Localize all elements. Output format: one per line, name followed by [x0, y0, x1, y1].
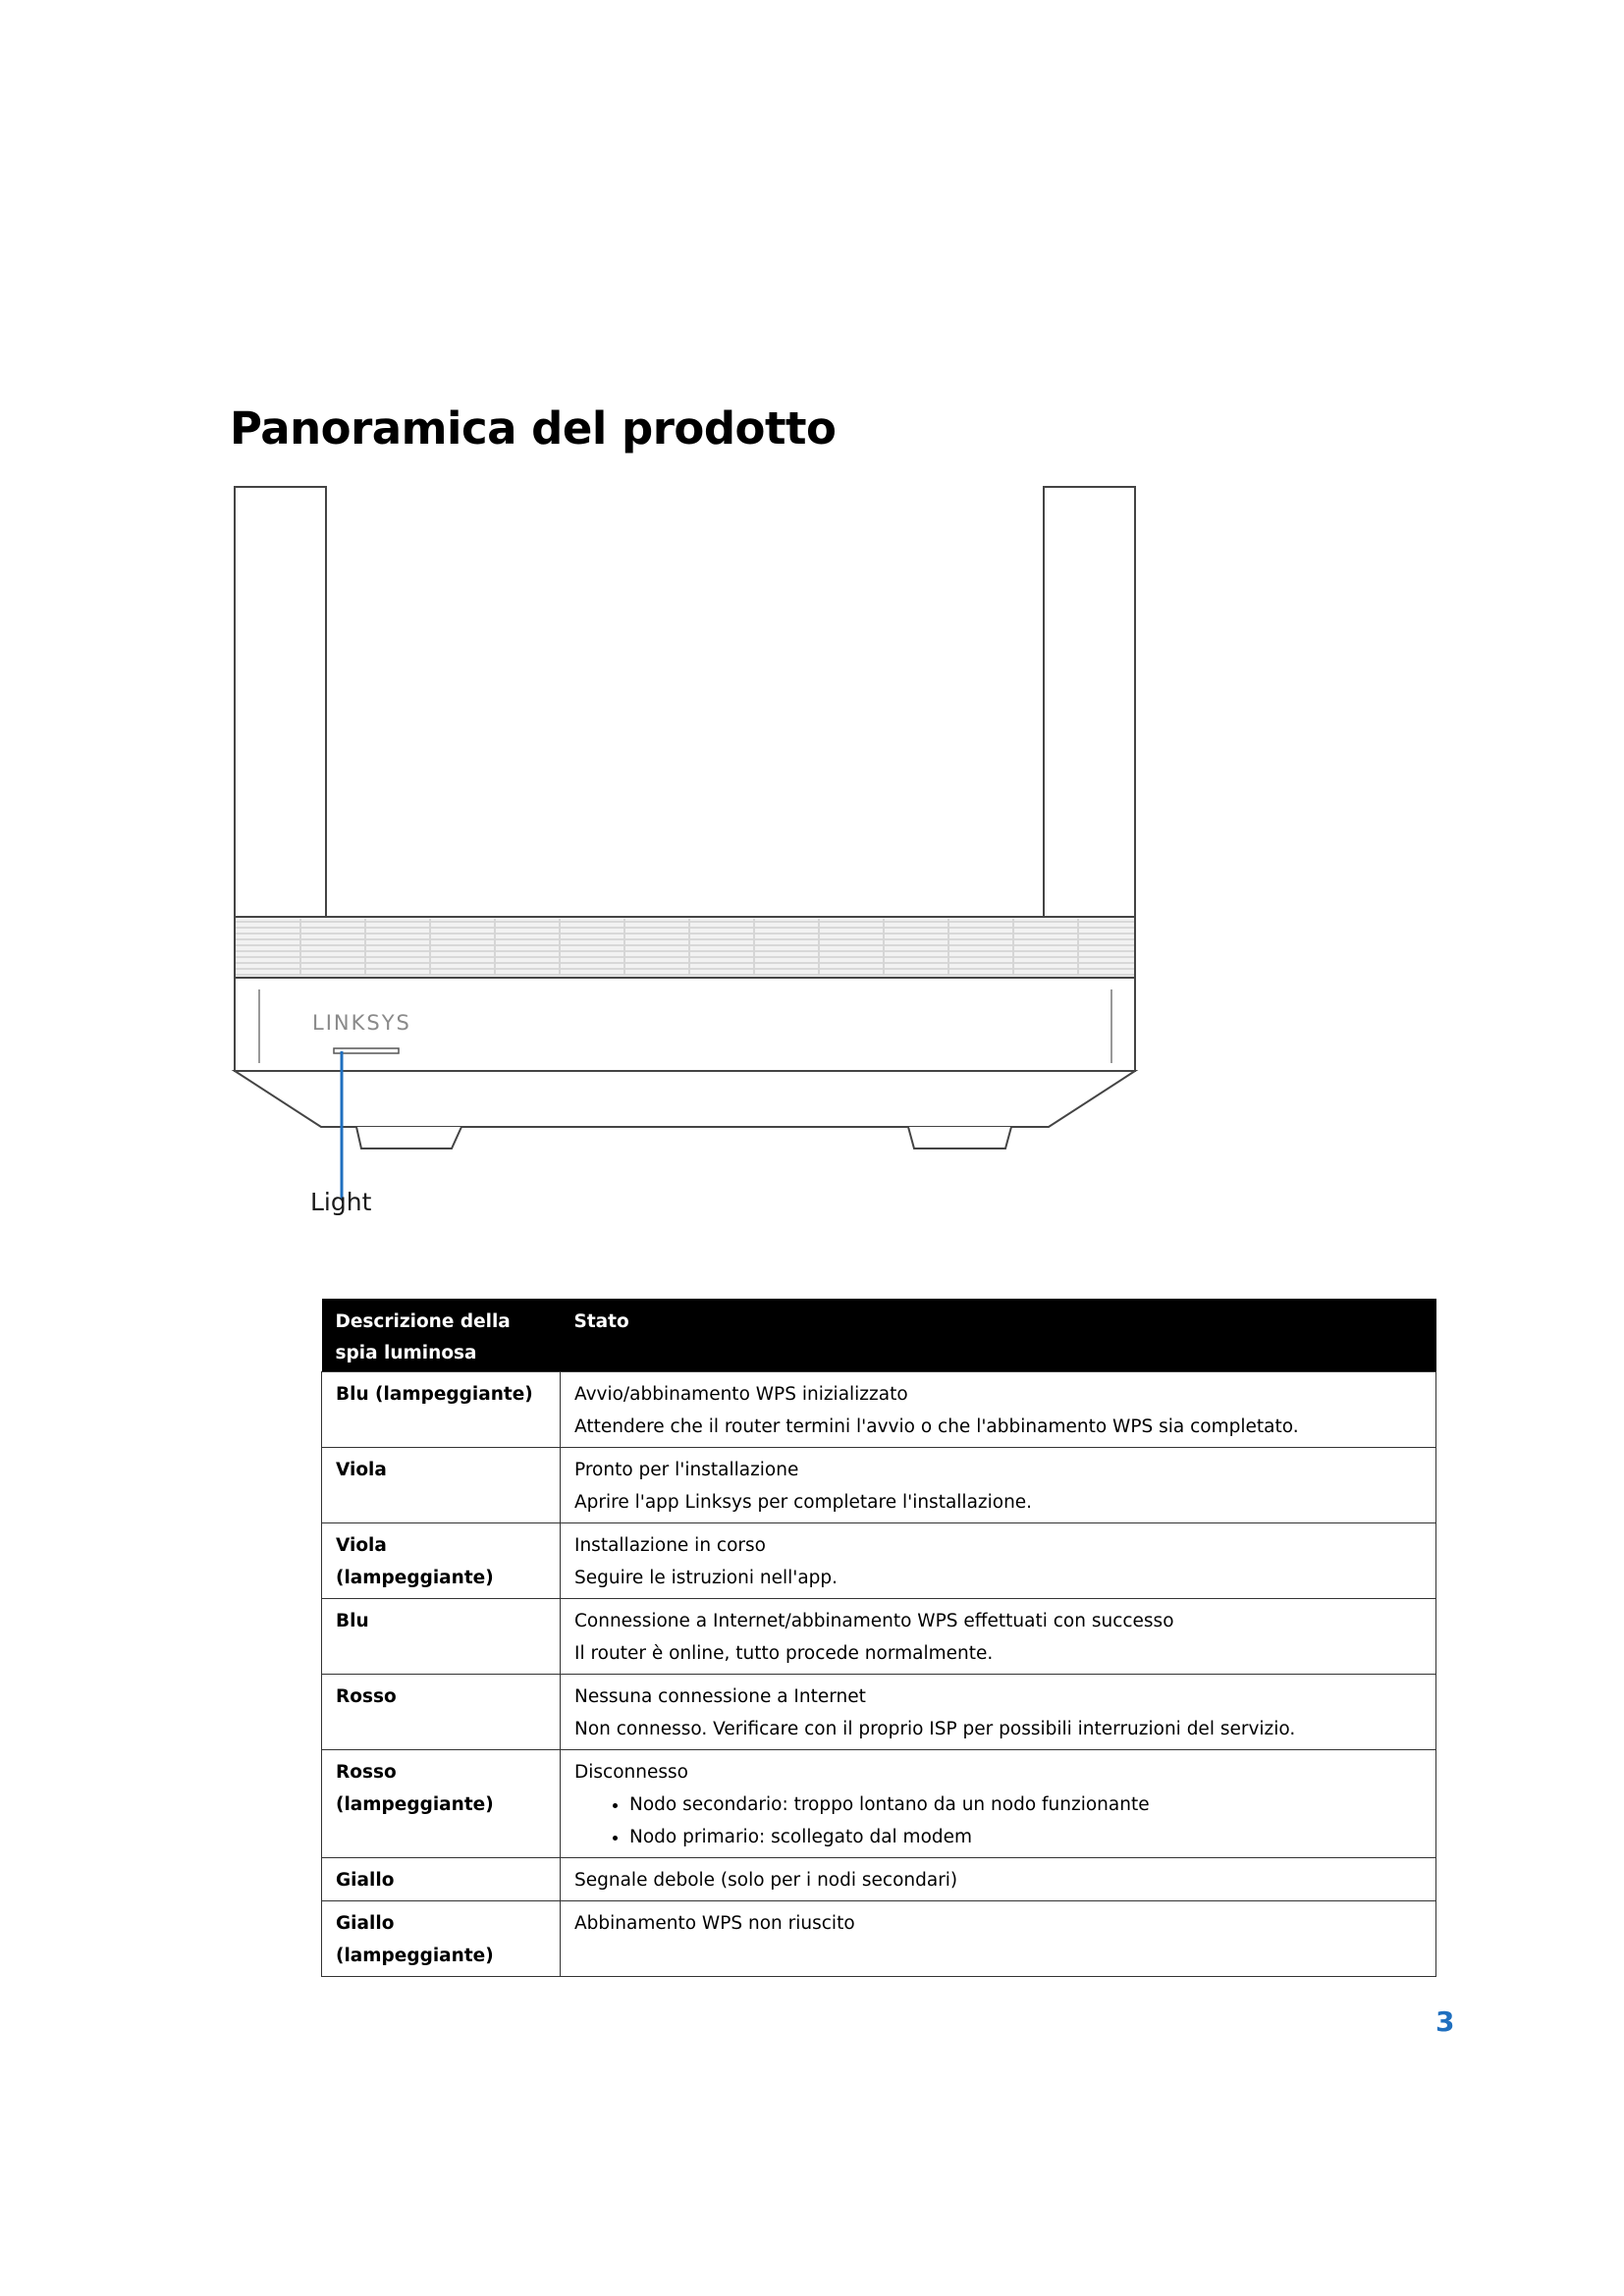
table-row: [322, 1750, 1436, 1858]
light-status: [561, 1750, 1436, 1858]
table-row: [322, 1599, 1436, 1675]
header-description: Descrizione della spia luminosa: [322, 1299, 561, 1372]
light-status-table: [321, 1299, 1436, 1977]
status-line: Abbinamento WPS non riuscito: [574, 1913, 855, 1934]
light-status: [561, 1448, 1436, 1523]
status-line: Non connesso. Verificare con il proprio ISP per possibili interruzioni del servizio.: [574, 1719, 1296, 1739]
table-row: [322, 1675, 1436, 1750]
light-status: [561, 1901, 1436, 1977]
light-description: Blu (lampeggiante): [322, 1372, 561, 1448]
light-callout-label: Light: [310, 1188, 372, 1216]
light-description: Viola (lampeggiante): [322, 1523, 561, 1599]
table-row: [322, 1901, 1436, 1977]
status-line: Nessuna connessione a Internet: [574, 1686, 866, 1707]
table-row: [322, 1858, 1436, 1901]
status-line: Il router è online, tutto procede normalmente.: [574, 1643, 994, 1664]
status-line: Disconnesso: [574, 1762, 688, 1783]
light-description: Giallo: [322, 1858, 561, 1901]
status-bullet: • Nodo primario: scollegato dal modem: [629, 1821, 1424, 1853]
status-line: Installazione in corso: [574, 1535, 766, 1556]
table-row: [322, 1448, 1436, 1523]
page-number: 3: [1435, 2005, 1455, 2038]
header-status: Stato: [561, 1299, 1436, 1372]
status-line: Seguire le istruzioni nell'app.: [574, 1568, 839, 1588]
status-bullet-list: [574, 1789, 1424, 1853]
status-line: Pronto per l'installazione: [574, 1460, 799, 1480]
table-row: [322, 1523, 1436, 1599]
left-antenna: [235, 487, 326, 917]
table-row: [322, 1372, 1436, 1448]
status-light: [334, 1048, 399, 1053]
light-description: Giallo (lampeggiante): [322, 1901, 561, 1977]
light-status: [561, 1372, 1436, 1448]
status-bullet: • Nodo secondario: troppo lontano da un nodo funzionante: [629, 1789, 1424, 1821]
status-line: Connessione a Internet/abbinamento WPS effettuati con successo: [574, 1611, 1174, 1631]
status-line: Segnale debole (solo per i nodi secondari): [574, 1870, 958, 1891]
brand-logo: LINKSYS: [312, 1011, 411, 1035]
page-title: Panoramica del prodotto: [230, 402, 837, 454]
light-description: Viola: [322, 1448, 561, 1523]
vent-grille: [235, 917, 1135, 978]
status-line: Avvio/abbinamento WPS inizializzato: [574, 1384, 908, 1405]
light-status: [561, 1599, 1436, 1675]
status-line: Attendere che il router termini l'avvio o che l'abbinamento WPS sia completato.: [574, 1416, 1299, 1437]
light-status: [561, 1858, 1436, 1901]
right-antenna: [1044, 487, 1135, 917]
status-line: Aprire l'app Linksys per completare l'installazione.: [574, 1492, 1033, 1513]
light-description: Blu: [322, 1599, 561, 1675]
router-feet: [356, 1127, 1011, 1148]
light-status: [561, 1523, 1436, 1599]
table-header-row: [322, 1299, 1436, 1372]
light-description: Rosso: [322, 1675, 561, 1750]
light-description: Rosso (lampeggiante): [322, 1750, 561, 1858]
light-status: [561, 1675, 1436, 1750]
